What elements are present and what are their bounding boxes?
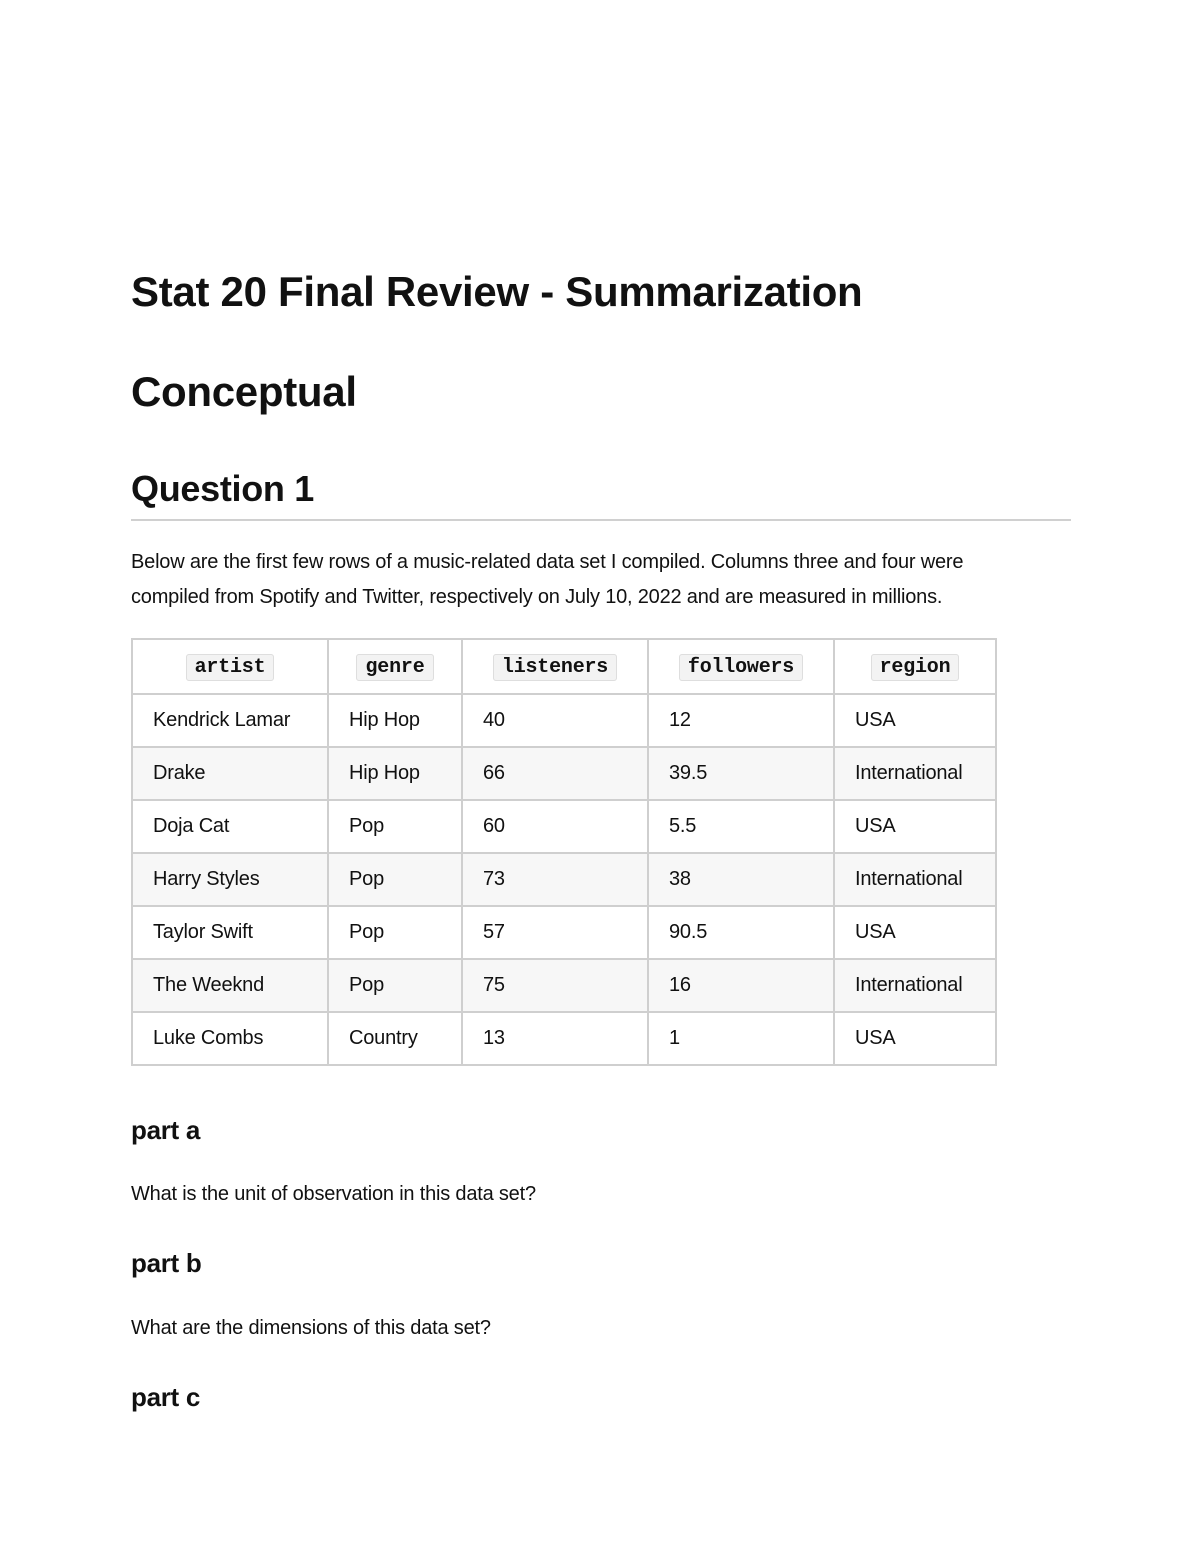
- column-name: region: [871, 654, 960, 681]
- table-cell: Kendrick Lamar: [132, 694, 328, 747]
- heading-divider: [131, 519, 1071, 521]
- document-title: Stat 20 Final Review - Summarization: [131, 268, 863, 315]
- table-cell: 60: [462, 800, 648, 853]
- column-name: artist: [186, 654, 275, 681]
- header-cell: [834, 639, 996, 694]
- table-cell: 75: [462, 959, 648, 1012]
- section-heading: Conceptual: [131, 368, 357, 415]
- header-cell: [462, 639, 648, 694]
- table-cell: 1: [648, 1012, 834, 1065]
- intro-line-2: compiled from Spotify and Twitter, respectively on July 10, 2022 and are measured in millions.: [131, 586, 943, 608]
- table-cell: 13: [462, 1012, 648, 1065]
- table-cell: Pop: [328, 906, 462, 959]
- table-cell: The Weeknd: [132, 959, 328, 1012]
- table-cell: International: [834, 853, 996, 906]
- part-c-heading: part c: [131, 1382, 201, 1412]
- header-cell: [328, 639, 462, 694]
- table-cell: 16: [648, 959, 834, 1012]
- table-row: [132, 694, 996, 747]
- table-cell: 90.5: [648, 906, 834, 959]
- column-name: followers: [679, 654, 803, 681]
- table-cell: 57: [462, 906, 648, 959]
- table-cell: 73: [462, 853, 648, 906]
- table-cell: Hip Hop: [328, 747, 462, 800]
- table-cell: Harry Styles: [132, 853, 328, 906]
- header-cell: [132, 639, 328, 694]
- table-cell: 66: [462, 747, 648, 800]
- table-row: [132, 959, 996, 1012]
- table-cell: 12: [648, 694, 834, 747]
- table-cell: 40: [462, 694, 648, 747]
- part-b-heading: part b: [131, 1248, 202, 1278]
- table-cell: Hip Hop: [328, 694, 462, 747]
- intro-line-1: Below are the first few rows of a music-related data set I compiled. Columns three and four were: [131, 551, 964, 573]
- column-name: listeners: [493, 654, 617, 681]
- table-cell: Luke Combs: [132, 1012, 328, 1065]
- table-row: [132, 853, 996, 906]
- question-heading: Question 1: [131, 468, 315, 509]
- table-cell: USA: [834, 800, 996, 853]
- table-cell: USA: [834, 906, 996, 959]
- table-row: [132, 906, 996, 959]
- music-data-table: [131, 638, 997, 1066]
- part-a-heading: part a: [131, 1115, 201, 1145]
- table-cell: Drake: [132, 747, 328, 800]
- table-cell: Pop: [328, 959, 462, 1012]
- table-cell: International: [834, 747, 996, 800]
- table-cell: International: [834, 959, 996, 1012]
- table-cell: Country: [328, 1012, 462, 1065]
- part-a-question: What is the unit of observation in this data set?: [131, 1183, 536, 1205]
- table-cell: 39.5: [648, 747, 834, 800]
- table-row: [132, 747, 996, 800]
- header-cell: [648, 639, 834, 694]
- table-cell: USA: [834, 694, 996, 747]
- table-row: [132, 1012, 996, 1065]
- table-row: [132, 800, 996, 853]
- table-cell: 38: [648, 853, 834, 906]
- table-header-row: [132, 639, 996, 694]
- table-cell: 5.5: [648, 800, 834, 853]
- question-intro: [131, 545, 1071, 615]
- table-cell: Taylor Swift: [132, 906, 328, 959]
- table-cell: Pop: [328, 853, 462, 906]
- table-cell: Pop: [328, 800, 462, 853]
- table-cell: Doja Cat: [132, 800, 328, 853]
- part-b-question: What are the dimensions of this data set?: [131, 1317, 491, 1339]
- table-cell: USA: [834, 1012, 996, 1065]
- column-name: genre: [356, 654, 433, 681]
